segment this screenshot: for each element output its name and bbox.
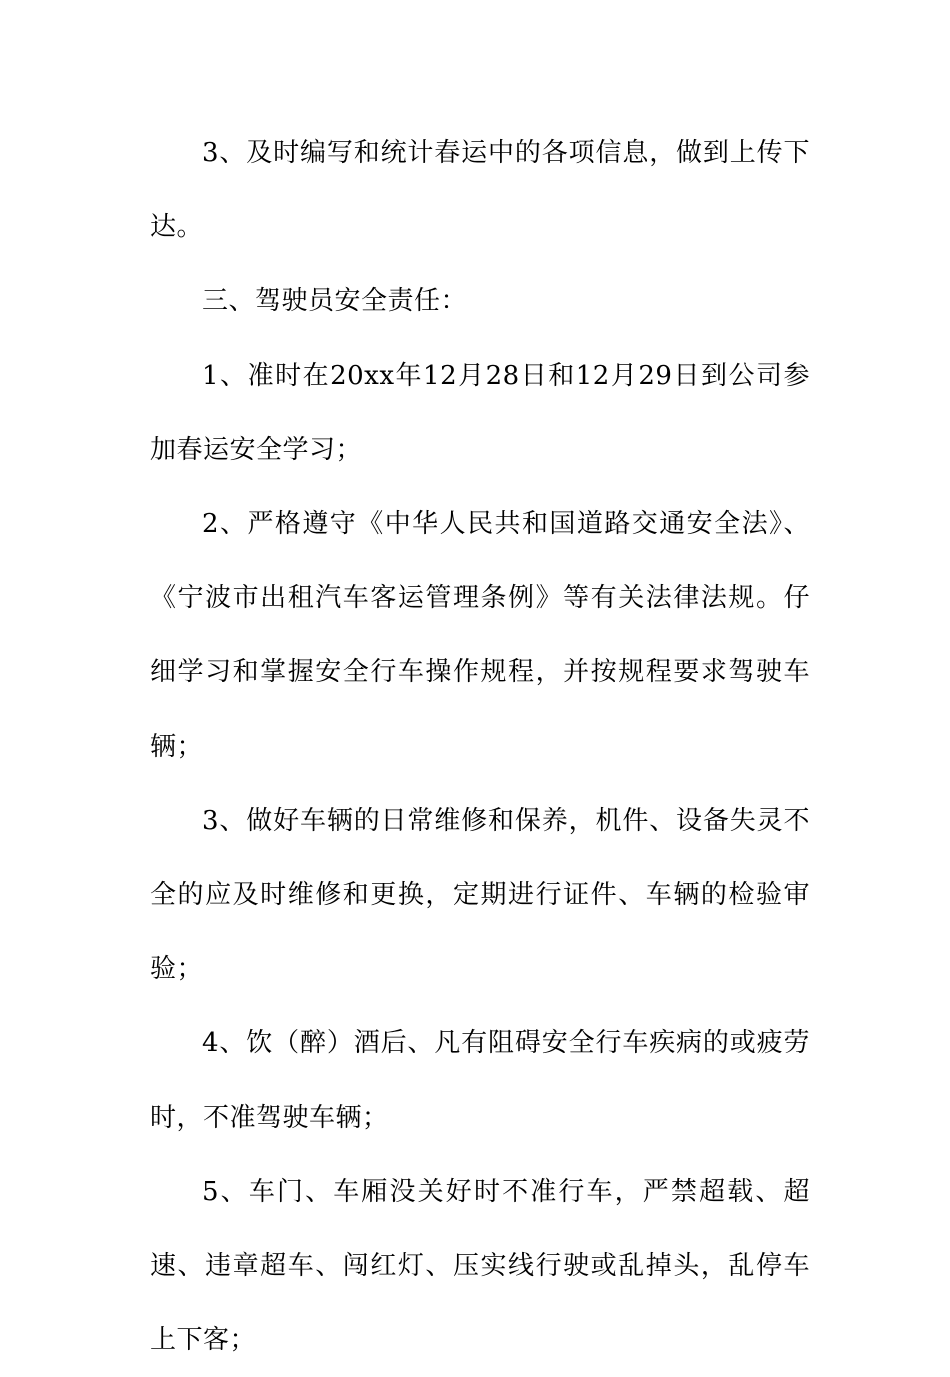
paragraph-info-reporting: 3、及时编写和统计春运中的各项信息，做到上传下达。	[150, 138, 810, 243]
paragraph-item-4: 4、饮（醉）酒后、凡有阻碍安全行车疾病的或疲劳时，不准驾驶车辆；	[150, 1028, 810, 1133]
paragraph-item-1: 1、准时在20xx年12月28日和12月29日到公司参加春运安全学习；	[150, 360, 810, 465]
paragraph-item-5: 5、车门、车厢没关好时不准行车，严禁超载、超速、违章超车、闯红灯、压实线行驶或乱掉头，乱停车上下客；	[150, 1176, 810, 1356]
document-body	[150, 116, 810, 1377]
paragraph-item-3: 3、做好车辆的日常维修和保养，机件、设备失灵不全的应及时维修和更换，定期进行证件、车辆的检验审验；	[150, 805, 810, 985]
paragraph-item-2: 2、严格遵守《中华人民共和国道路交通安全法》、《宁波市出租汽车客运管理条例》等有关法律法规。仔细学习和掌握安全行车操作规程，并按规程要求驾驶车辆；	[150, 509, 810, 762]
section-heading-driver-safety: 三、驾驶员安全责任：	[202, 286, 468, 317]
